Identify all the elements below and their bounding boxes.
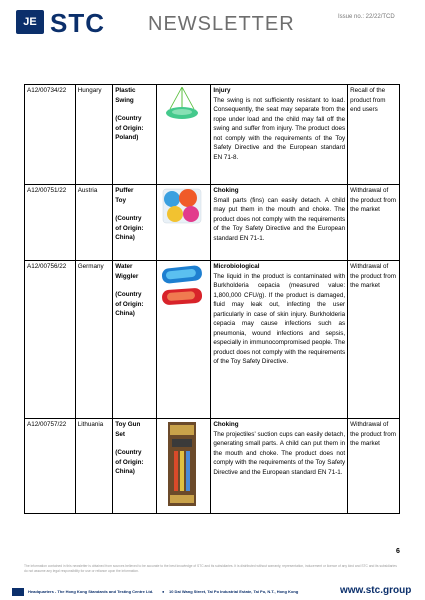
product-cell: [113, 185, 157, 261]
risk-cell: [211, 85, 348, 185]
origin-line2: of Origin:: [115, 224, 144, 232]
measure-cell: Withdrawal of the product from the market: [348, 419, 400, 514]
origin-line3: Poland): [115, 134, 139, 141]
product-name-line2: Wiggler: [115, 272, 139, 280]
product-cell: [113, 261, 157, 419]
product-image-cell: [157, 85, 211, 185]
risk-type: Microbiological: [213, 263, 260, 270]
risk-description: The projectiles' suction cups can easily detach, generating small parts. A child can put them in the mouth and choke. The product does not comply with the requirements of the Toy Safety Directive and the European standard EN 71-1.: [213, 430, 346, 476]
product-name-line2: Toy: [115, 196, 126, 204]
product-cell: [113, 419, 157, 514]
issue-number: Issue no.: 22/22/TCD: [338, 14, 395, 20]
country-cell: Lithuania: [75, 419, 113, 514]
address-text: 10 Dai Wang Street, Tai Po Industrial Estate, Tai Po, N.T., Hong Kong: [169, 589, 299, 594]
stc-footer-logo-icon: [12, 588, 24, 596]
disclaimer-text: The information contained in this newsletter is obtained from sources believed to be accurate to the best knowledge of STC and its subsidiaries. It is distributed without warranty, representation, inducement or licence of any kind and STC and its subsidiaries do not assume any legal responsibility for use or reliance upon the information.: [24, 564, 397, 573]
product-name-line1: Plastic: [115, 87, 136, 94]
risk-description: The swing is not sufficiently resistant to load. Consequently, the seat may separate from the rope under load and the child may fall off the swing and suffer from injury. The product does not comply with the requirements of the Toy Safety Directive and the European standard EN 71-8.: [213, 96, 346, 161]
puffer-toy-product-image: [160, 187, 204, 227]
product-name-line2: Set: [115, 430, 126, 438]
measure-cell: Withdrawal of the product from the market: [348, 185, 400, 261]
country-cell: Germany: [75, 261, 113, 419]
origin-line1: (Country: [115, 449, 142, 456]
measure-cell: Withdrawal of the product from the market: [348, 261, 400, 419]
product-image-cell: [157, 261, 211, 419]
origin-line2: of Origin:: [115, 300, 144, 308]
table-row: [25, 261, 400, 419]
risk-cell: [211, 185, 348, 261]
risk-description: Small parts (fins) can easily detach. A child may put them in the mouth and choke. The product does not comply with the requirements of the Toy Safety Directive and the European standard EN 71-1.: [213, 196, 346, 242]
reference-cell: A12/00734/22: [25, 85, 76, 185]
product-name-line1: Water: [115, 263, 133, 270]
page-number: 6: [396, 548, 400, 555]
water-wiggler-product-image: [160, 263, 204, 313]
risk-type: Injury: [213, 87, 231, 94]
risk-cell: [211, 261, 348, 419]
newsletter-title: NEWSLETTER: [148, 13, 295, 35]
risk-description: The liquid in the product is contaminated with Burkholderia cepacia (measured value: 1,800,000 CFU/g). If the product is damaged, fluid may leak out, infecting the user particularly in case of skin injury. Burkholderia cepacia may cause infections such as pneumonia, wound infections and sepsis, especially in immunocompromised people. The product does not comply with the requirements of the Toy Safety Directive.: [213, 272, 346, 365]
table-row: [25, 85, 400, 185]
product-cell: [113, 85, 157, 185]
swing-product-image: [160, 87, 204, 123]
origin-line1: (Country: [115, 215, 142, 222]
location-pin-icon: ●: [162, 589, 165, 594]
table-row: [25, 419, 400, 514]
country-cell: Austria: [75, 185, 113, 261]
origin-line1: (Country: [115, 115, 142, 122]
reference-cell: A12/00756/22: [25, 261, 76, 419]
website-link[interactable]: www.stc.group: [340, 585, 412, 596]
product-name-line1: Toy Gun: [115, 421, 141, 428]
risk-cell: [211, 419, 348, 514]
origin-line1: (Country: [115, 291, 142, 298]
header: [0, 0, 425, 36]
reference-cell: A12/00757/22: [25, 419, 76, 514]
footer-bar: [0, 583, 425, 600]
measure-cell: Recall of the product from end users: [348, 85, 400, 185]
country-cell: Hungary: [75, 85, 113, 185]
origin-line2: of Origin:: [115, 458, 144, 466]
table-row: [25, 185, 400, 261]
product-image-cell: [157, 185, 211, 261]
origin-line3: China): [115, 234, 135, 241]
product-name-line1: Puffer: [115, 187, 134, 194]
product-name-line2: Swing: [115, 96, 134, 104]
reference-cell: A12/00751/22: [25, 185, 76, 261]
toy-gun-set-product-image: [160, 421, 204, 507]
origin-line3: China): [115, 310, 135, 317]
stc-logo-text: STC: [50, 8, 105, 38]
headquarters-text: Headquarters - The Hong Kong Standards and Testing Centre Ltd.: [28, 589, 154, 594]
origin-line3: China): [115, 468, 135, 475]
origin-line2: of Origin:: [115, 124, 144, 132]
risk-type: Choking: [213, 421, 239, 428]
stc-logo-mark: JE: [16, 10, 44, 34]
risk-type: Choking: [213, 187, 239, 194]
product-image-cell: [157, 419, 211, 514]
product-recall-table: [24, 84, 400, 514]
